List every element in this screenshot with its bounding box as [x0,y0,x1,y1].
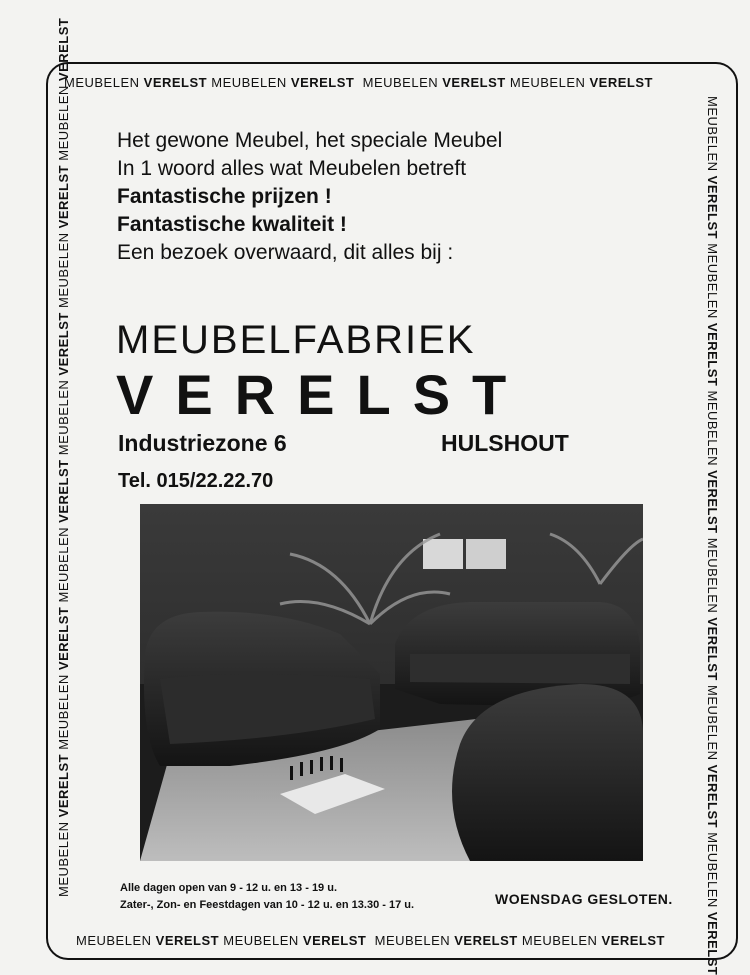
border-band-bottom: MEUBELEN VERELST MEUBELEN VERELST MEUBELEN VERELST MEUBELEN VERELST [76,933,665,948]
company-city: HULSHOUT [441,430,569,456]
company-phone: Tel. 015/22.22.70 [118,470,274,492]
company-type: MEUBELFABRIEK [116,318,476,362]
border-band-top: MEUBELEN VERELST MEUBELEN VERELST MEUBELEN VERELST MEUBELEN VERELST [64,75,653,90]
intro-text [117,127,502,267]
intro-line-prices: Fantastische prijzen ! [117,185,332,208]
intro-line: In 1 woord alles wat Meubelen betreft [117,157,467,180]
company-brand: VERELST [116,363,529,426]
intro-line: Het gewone Meubel, het speciale Meubel [117,129,503,152]
showroom-photo [140,504,643,861]
border-band-right: MEUBELEN VERELST MEUBELEN VERELST MEUBELEN VERELST MEUBELEN VERELST MEUBELEN VERELST MEUBELEN VERELST [705,96,720,975]
hours-weekend: Zater-, Zon- en Feestdagen van 10 - 12 u. en 13.30 - 17 u. [120,899,415,911]
company-address: Industriezone 6 [118,430,287,456]
opening-hours [120,880,414,914]
intro-line-quality: Fantastische kwaliteit ! [117,213,347,236]
intro-line: Een bezoek overwaard, dit alles bij : [117,241,454,264]
hours-weekdays: Alle dagen open van 9 - 12 u. en 13 - 19 u. [120,882,338,894]
closed-day: WOENSDAG GESLOTEN. [495,891,673,907]
border-band-left: MEUBELEN VERELST MEUBELEN VERELST MEUBELEN VERELST MEUBELEN VERELST MEUBELEN VERELST MEUBELEN VERELST [56,17,71,897]
